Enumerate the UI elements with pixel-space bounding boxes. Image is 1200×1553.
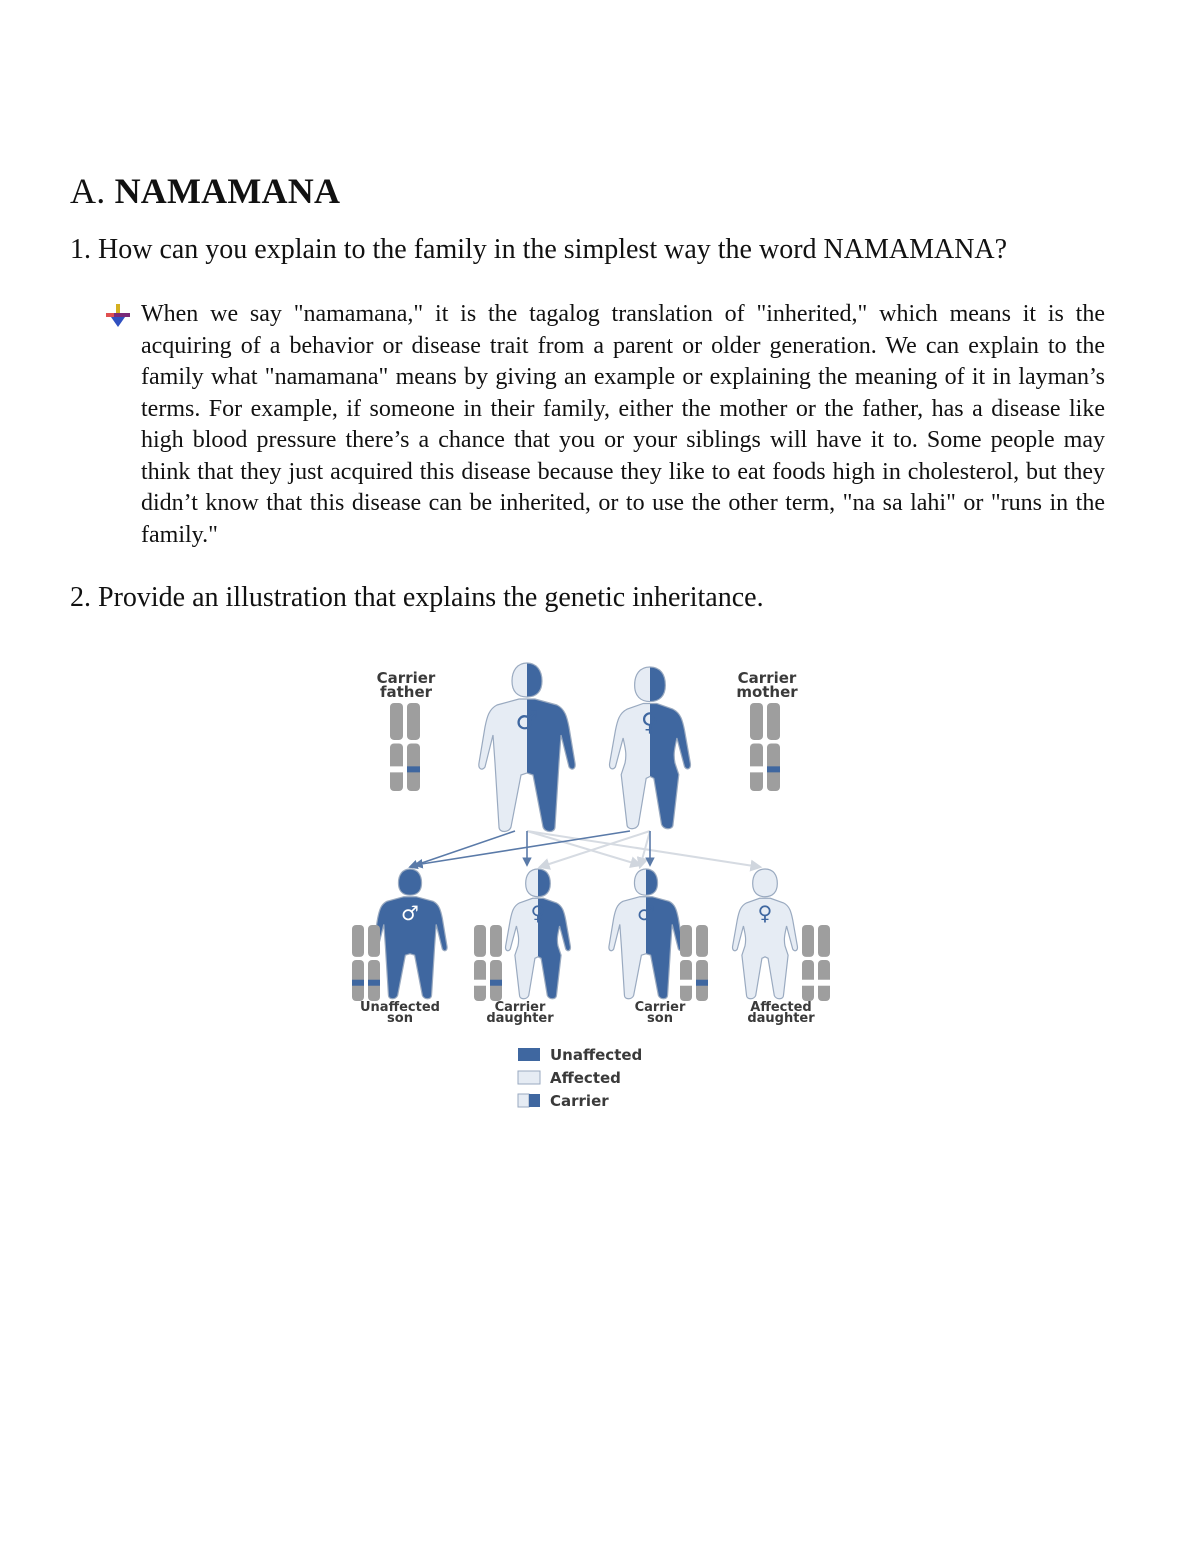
genetic-inheritance-illustration bbox=[340, 655, 840, 1115]
child-2-label-line2: son bbox=[647, 1011, 673, 1026]
child-2-chromosomes bbox=[680, 925, 708, 1001]
child-0-label-line1: Unaffected bbox=[360, 1000, 440, 1015]
legend-label-carrier: Carrier bbox=[550, 1092, 609, 1110]
legend-swatch-carrier-light bbox=[518, 1094, 529, 1107]
father-label-line2: father bbox=[379, 683, 433, 701]
answer-1-text: When we say "namamana," it is the tagalog translation of "inherited," which means it is the acquiring of a behavior or disease trait from a parent or older generation. We can explain to the family what "namamana" means by giving an example or explaining the meaning of it in layman’s terms. For example, if someone in their family, either the mother or the father, has a disease like high blood pressure there’s a chance that you or your siblings will have it to. Some people may think that they just acquired this disease because they like to eat foods high in cholesterol, but they didn’t know that this disease can be inherited, or to use the other term, "na sa lahi" or "runs in the family." bbox=[141, 301, 1105, 548]
father-chromosome-pair bbox=[390, 703, 420, 791]
arrow-light-1 bbox=[527, 831, 760, 867]
legend-swatch-unaffected bbox=[518, 1048, 540, 1061]
question-1: 1. How can you explain to the family in the simplest way the word NAMAMANA? bbox=[70, 234, 1008, 265]
mother-chromosome-pair bbox=[750, 703, 780, 791]
question-2: 2. Provide an illustration that explains the genetic inheritance. bbox=[70, 582, 764, 613]
father-figure bbox=[479, 663, 575, 832]
child-2-body-symbol: ♂ bbox=[637, 900, 655, 925]
child-1-body bbox=[506, 869, 571, 999]
child-1-chromosomes bbox=[474, 925, 502, 1001]
arrow-light-0 bbox=[527, 831, 640, 865]
child-1-body-symbol: ♀ bbox=[530, 900, 546, 925]
child-2-label-line1: Carrier bbox=[634, 1000, 686, 1015]
mother-chromosomes bbox=[750, 703, 780, 791]
arrow-down-bullet-icon bbox=[105, 303, 131, 329]
section-heading bbox=[70, 170, 340, 212]
mother-figure bbox=[610, 667, 691, 829]
children-figures bbox=[352, 869, 830, 1026]
section-letter: A. bbox=[70, 171, 106, 211]
inheritance-diagram bbox=[340, 655, 840, 1115]
father-label-line1: Carrier bbox=[376, 669, 436, 687]
child-1-label-line1: Carrier bbox=[494, 1000, 546, 1015]
mother-body-symbol: ♀ bbox=[640, 707, 660, 737]
mother-label-line1: Carrier bbox=[737, 669, 797, 687]
legend-label-affected: Affected bbox=[550, 1069, 621, 1087]
section-title: NAMAMANA bbox=[114, 171, 341, 211]
child-1-label-line2: daughter bbox=[486, 1011, 554, 1026]
father-body bbox=[479, 663, 575, 832]
child-3-label-line2: daughter bbox=[747, 1011, 815, 1026]
answer-bullet bbox=[105, 299, 1105, 551]
arrow-dark-0 bbox=[410, 831, 515, 867]
child-3-label-line1: Affected bbox=[750, 1000, 812, 1015]
mother-body bbox=[610, 667, 691, 829]
child-0-body bbox=[373, 869, 447, 999]
child-0-label-line2: son bbox=[387, 1011, 413, 1026]
child-0-body-symbol: ♂ bbox=[401, 900, 419, 925]
legend-swatch-affected bbox=[518, 1071, 540, 1084]
child-0-chromosomes bbox=[352, 925, 380, 1001]
child-3-chromosomes bbox=[802, 925, 830, 1001]
child-2-body bbox=[609, 869, 683, 999]
legend-swatch-carrier-dark bbox=[529, 1094, 540, 1107]
father-chromosomes bbox=[390, 703, 420, 791]
mother-label-line2: mother bbox=[736, 683, 798, 701]
legend bbox=[518, 1046, 642, 1110]
inheritance-arrows bbox=[410, 831, 760, 867]
child-3-body-symbol: ♀ bbox=[757, 900, 773, 925]
child-3-body bbox=[733, 869, 798, 999]
father-body-symbol: ♂ bbox=[515, 706, 539, 736]
legend-label-unaffected: Unaffected bbox=[550, 1046, 643, 1064]
